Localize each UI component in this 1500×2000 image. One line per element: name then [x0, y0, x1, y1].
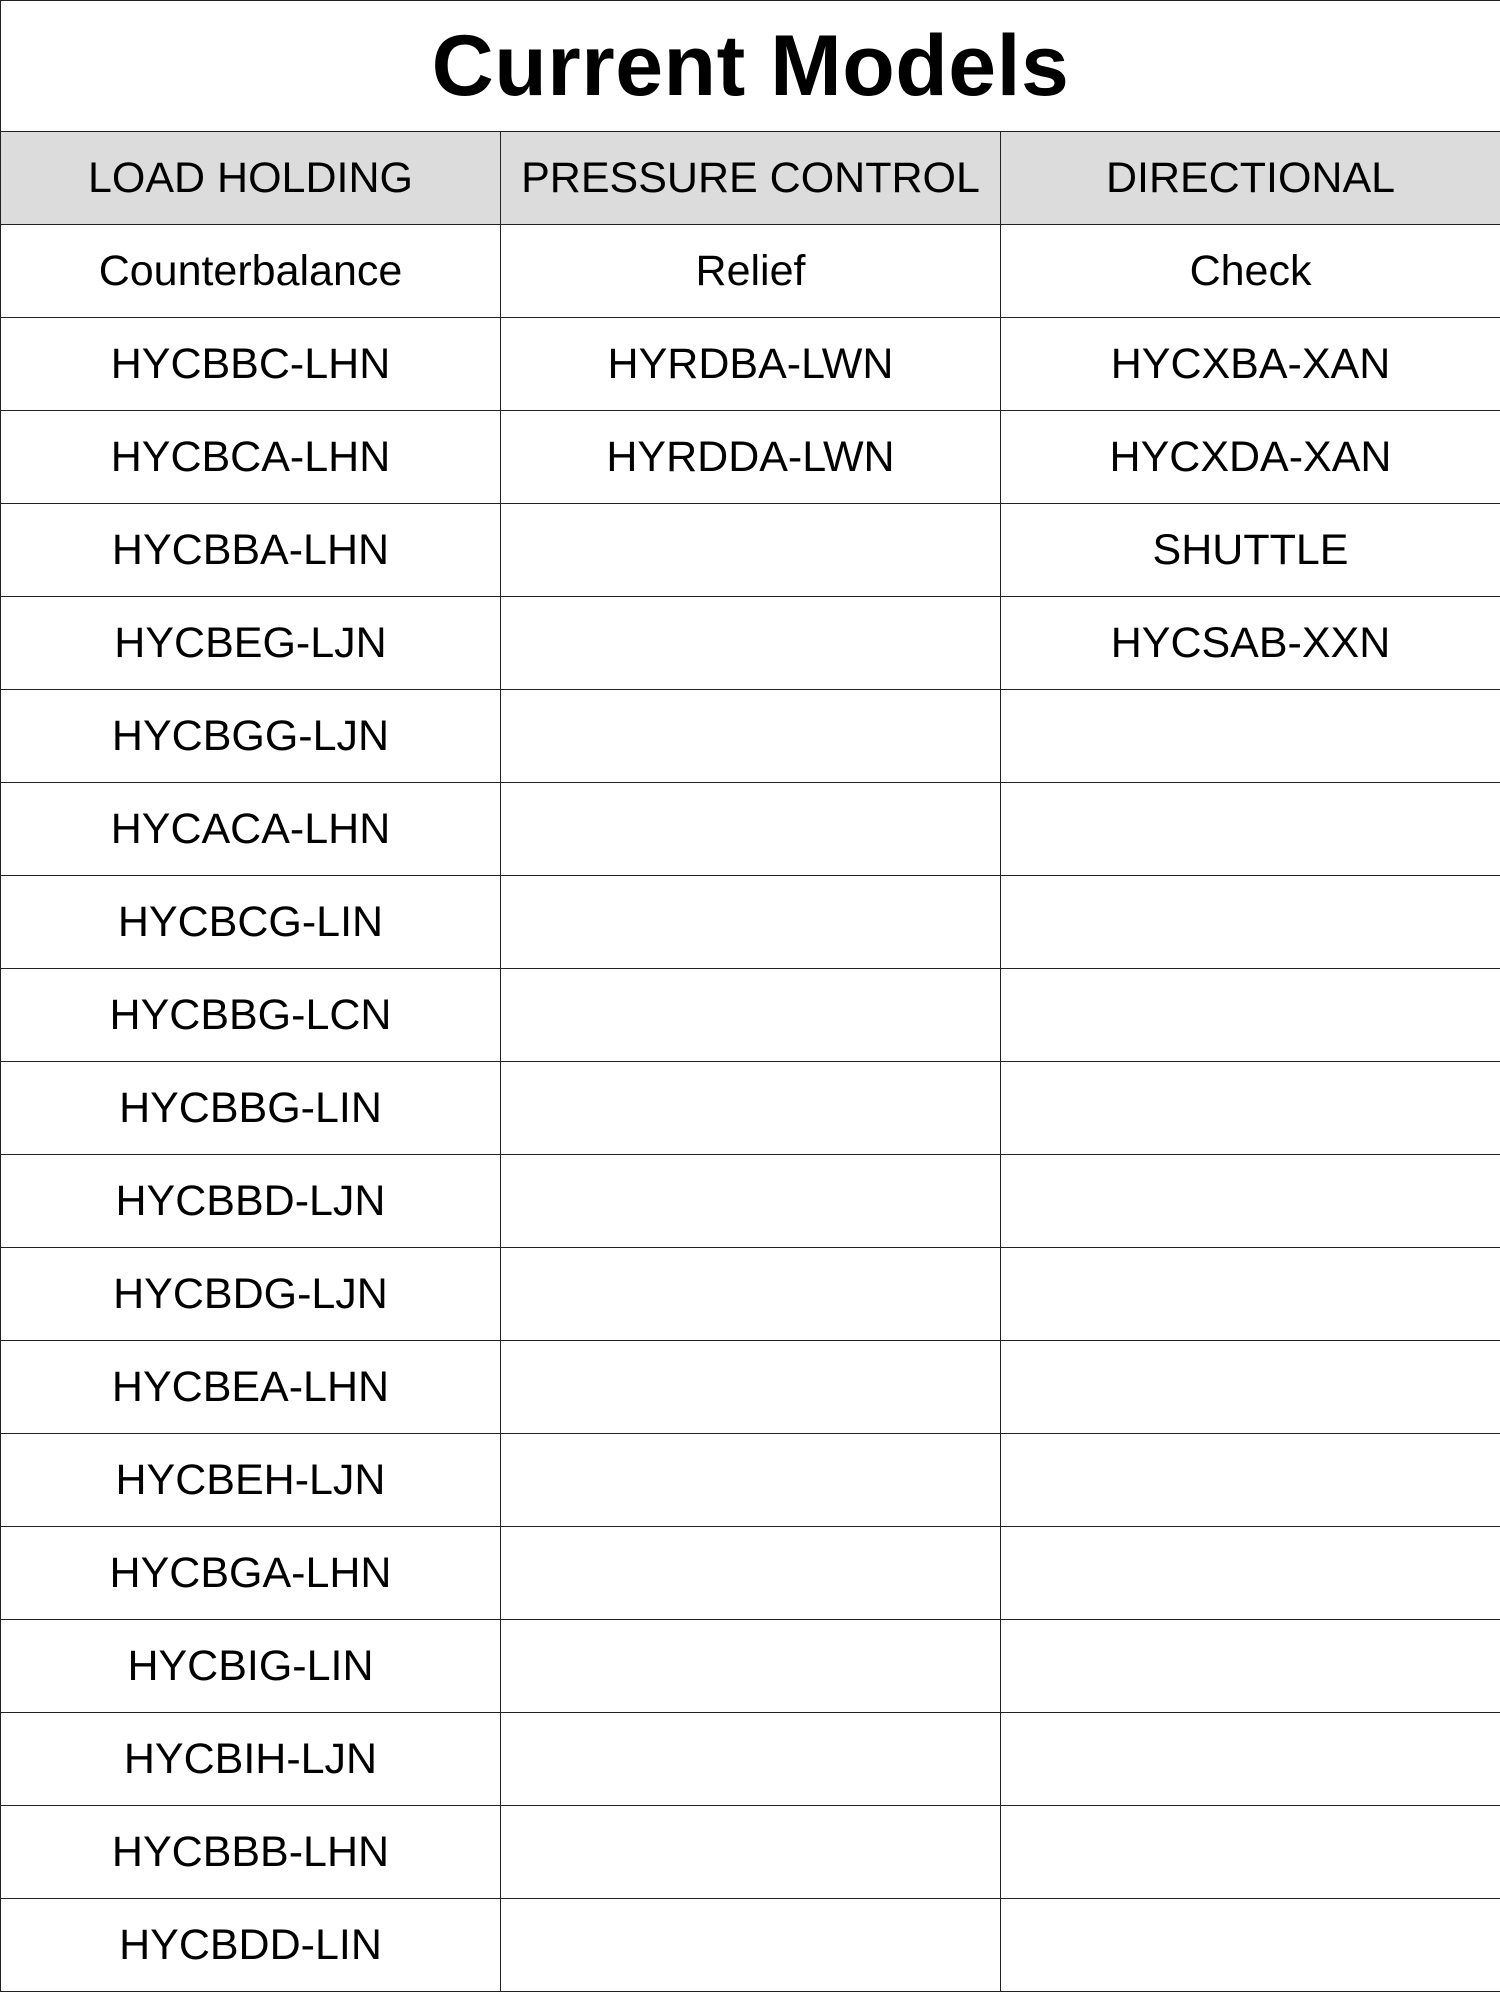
model-cell-pressure-control: HYRDDA-LWN	[501, 411, 1001, 504]
model-cell-directional	[1001, 1434, 1500, 1527]
model-cell-directional	[1001, 783, 1500, 876]
model-cell-directional	[1001, 1899, 1500, 1992]
model-cell-load-holding: HYCBEH-LJN	[1, 1434, 501, 1527]
model-cell-load-holding: HYCBEG-LJN	[1, 597, 501, 690]
model-cell-pressure-control	[501, 1899, 1001, 1992]
model-cell-directional	[1001, 1155, 1500, 1248]
category-row	[1, 225, 1500, 318]
model-cell-directional: HYCSAB-XXN	[1001, 597, 1500, 690]
model-cell-pressure-control	[501, 1248, 1001, 1341]
model-cell-directional: HYCXDA-XAN	[1001, 411, 1500, 504]
table-row	[1, 411, 1500, 504]
model-cell-pressure-control	[501, 690, 1001, 783]
model-cell-pressure-control	[501, 969, 1001, 1062]
model-cell-directional: HYCXBA-XAN	[1001, 318, 1500, 411]
category-counterbalance: Counterbalance	[1, 225, 501, 318]
model-cell-directional	[1001, 1620, 1500, 1713]
column-header-directional: DIRECTIONAL	[1001, 132, 1500, 225]
model-cell-pressure-control	[501, 783, 1001, 876]
model-cell-load-holding: HYCBEA-LHN	[1, 1341, 501, 1434]
table-row	[1, 1155, 1500, 1248]
model-cell-pressure-control	[501, 1713, 1001, 1806]
model-cell-directional	[1001, 1341, 1500, 1434]
model-cell-pressure-control	[501, 876, 1001, 969]
model-cell-pressure-control	[501, 1620, 1001, 1713]
model-cell-load-holding: HYCBDG-LJN	[1, 1248, 501, 1341]
table-row	[1, 1806, 1500, 1899]
model-cell-load-holding: HYCBDD-LIN	[1, 1899, 501, 1992]
table-row	[1, 1713, 1500, 1806]
model-cell-pressure-control: HYRDBA-LWN	[501, 318, 1001, 411]
model-cell-directional	[1001, 969, 1500, 1062]
model-cell-pressure-control	[501, 1806, 1001, 1899]
table-row	[1, 1248, 1500, 1341]
table-row	[1, 1620, 1500, 1713]
table-row	[1, 504, 1500, 597]
model-cell-load-holding: HYCBBC-LHN	[1, 318, 501, 411]
table-row	[1, 318, 1500, 411]
model-cell-load-holding: HYCBCA-LHN	[1, 411, 501, 504]
model-cell-load-holding: HYCBBD-LJN	[1, 1155, 501, 1248]
table-row	[1, 1899, 1500, 1992]
column-header-load-holding: LOAD HOLDING	[1, 132, 501, 225]
table-row	[1, 597, 1500, 690]
category-relief: Relief	[501, 225, 1001, 318]
model-cell-load-holding: HYCBCG-LIN	[1, 876, 501, 969]
table-row	[1, 876, 1500, 969]
model-cell-directional	[1001, 1062, 1500, 1155]
model-cell-load-holding: HYCBBB-LHN	[1, 1806, 501, 1899]
model-cell-load-holding: HYCACA-LHN	[1, 783, 501, 876]
model-cell-load-holding: HYCBBG-LIN	[1, 1062, 501, 1155]
header-row	[1, 132, 1500, 225]
model-cell-load-holding: HYCBGA-LHN	[1, 1527, 501, 1620]
table-row	[1, 969, 1500, 1062]
model-cell-directional	[1001, 690, 1500, 783]
model-cell-pressure-control	[501, 597, 1001, 690]
model-cell-load-holding: HYCBIH-LJN	[1, 1713, 501, 1806]
table-row	[1, 1062, 1500, 1155]
model-cell-pressure-control	[501, 1062, 1001, 1155]
model-cell-directional	[1001, 876, 1500, 969]
model-cell-directional	[1001, 1806, 1500, 1899]
page-title: Current Models	[1, 1, 1500, 132]
table-row	[1, 783, 1500, 876]
column-header-pressure-control: PRESSURE CONTROL	[501, 132, 1001, 225]
model-cell-directional	[1001, 1527, 1500, 1620]
model-cell-load-holding: HYCBIG-LIN	[1, 1620, 501, 1713]
model-cell-directional	[1001, 1713, 1500, 1806]
title-row	[1, 1, 1500, 132]
model-cell-directional	[1001, 1248, 1500, 1341]
model-cell-load-holding: HYCBBG-LCN	[1, 969, 501, 1062]
table-row	[1, 1434, 1500, 1527]
model-cell-load-holding: HYCBBA-LHN	[1, 504, 501, 597]
model-cell-pressure-control	[501, 1527, 1001, 1620]
table-body	[1, 225, 1500, 1992]
table-row	[1, 1341, 1500, 1434]
model-cell-pressure-control	[501, 1434, 1001, 1527]
table-row	[1, 690, 1500, 783]
model-cell-pressure-control	[501, 1341, 1001, 1434]
model-cell-pressure-control	[501, 1155, 1001, 1248]
model-cell-directional: SHUTTLE	[1001, 504, 1500, 597]
category-check: Check	[1001, 225, 1500, 318]
model-cell-load-holding: HYCBGG-LJN	[1, 690, 501, 783]
table-row	[1, 1527, 1500, 1620]
model-cell-pressure-control	[501, 504, 1001, 597]
